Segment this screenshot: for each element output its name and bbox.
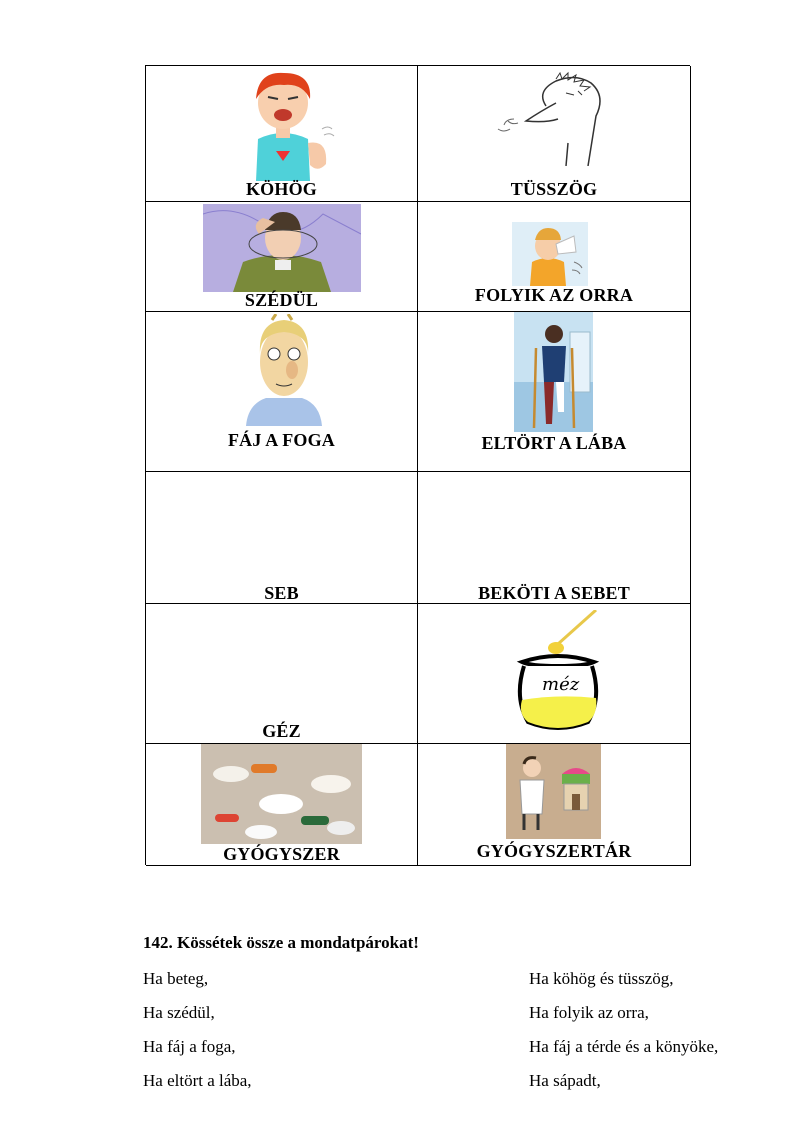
cell-toothache	[146, 312, 418, 472]
label-eltort-a-laba: ELTÖRT A LÁBA	[481, 433, 627, 453]
left-sentence: Ha eltört a lába,	[143, 1071, 252, 1090]
cell-honey	[418, 604, 691, 744]
left-sentence: Ha szédül,	[143, 1003, 215, 1022]
sneezing-man-icon	[496, 71, 616, 166]
cell-bandage	[418, 472, 691, 604]
label-tusszog: TÜSSZÖG	[510, 179, 598, 199]
honey-jar-icon	[514, 610, 604, 734]
right-sentence: Ha fáj a térde és a könyöke,	[529, 1037, 719, 1056]
label-seb: SEB	[264, 583, 299, 603]
coughing-boy-icon	[228, 69, 338, 181]
label-gyogyszertar: GYÓGYSZERTÁR	[476, 841, 632, 861]
right-sentence: Ha sápadt,	[529, 1071, 601, 1090]
cell-runny-nose	[418, 202, 691, 312]
toothache-man-icon	[242, 314, 326, 426]
honey-jar-text: méz	[542, 674, 580, 695]
dizzy-man-icon	[203, 204, 361, 292]
cell-cough	[146, 66, 418, 202]
label-kohog: KÖHÖG	[245, 179, 317, 199]
right-sentence: Ha folyik az orra,	[529, 1003, 649, 1022]
left-sentence: Ha fáj a foga,	[143, 1037, 236, 1056]
label-faj-a-foga: FÁJ A FOGA	[227, 430, 335, 450]
vocabulary-table	[145, 65, 690, 865]
label-gyogyszer: GYÓGYSZER	[223, 844, 340, 864]
cell-dizzy	[146, 202, 418, 312]
runny-nose-boy-icon	[512, 222, 588, 286]
cell-broken-leg	[418, 312, 691, 472]
cell-gauze	[146, 604, 418, 744]
label-gez: GÉZ	[262, 721, 301, 741]
cell-sneeze	[418, 66, 691, 202]
pharmacist-icon	[506, 744, 601, 839]
cell-pharmacy	[418, 744, 691, 866]
right-sentence: Ha köhög és tüsszög,	[529, 969, 674, 988]
pills-photo-icon	[201, 744, 362, 844]
cell-medicine	[146, 744, 418, 866]
exercise-title: 142. Kössétek össze a mondatpárokat!	[143, 933, 419, 952]
label-bekoti-a-sebet: BEKÖTI A SEBET	[478, 583, 630, 603]
left-sentence: Ha beteg,	[143, 969, 209, 988]
label-szedul: SZÉDÜL	[244, 290, 319, 310]
cell-wound	[146, 472, 418, 604]
label-folyik-az-orra: FOLYIK AZ ORRA	[474, 285, 634, 305]
crutches-man-icon	[514, 312, 593, 432]
